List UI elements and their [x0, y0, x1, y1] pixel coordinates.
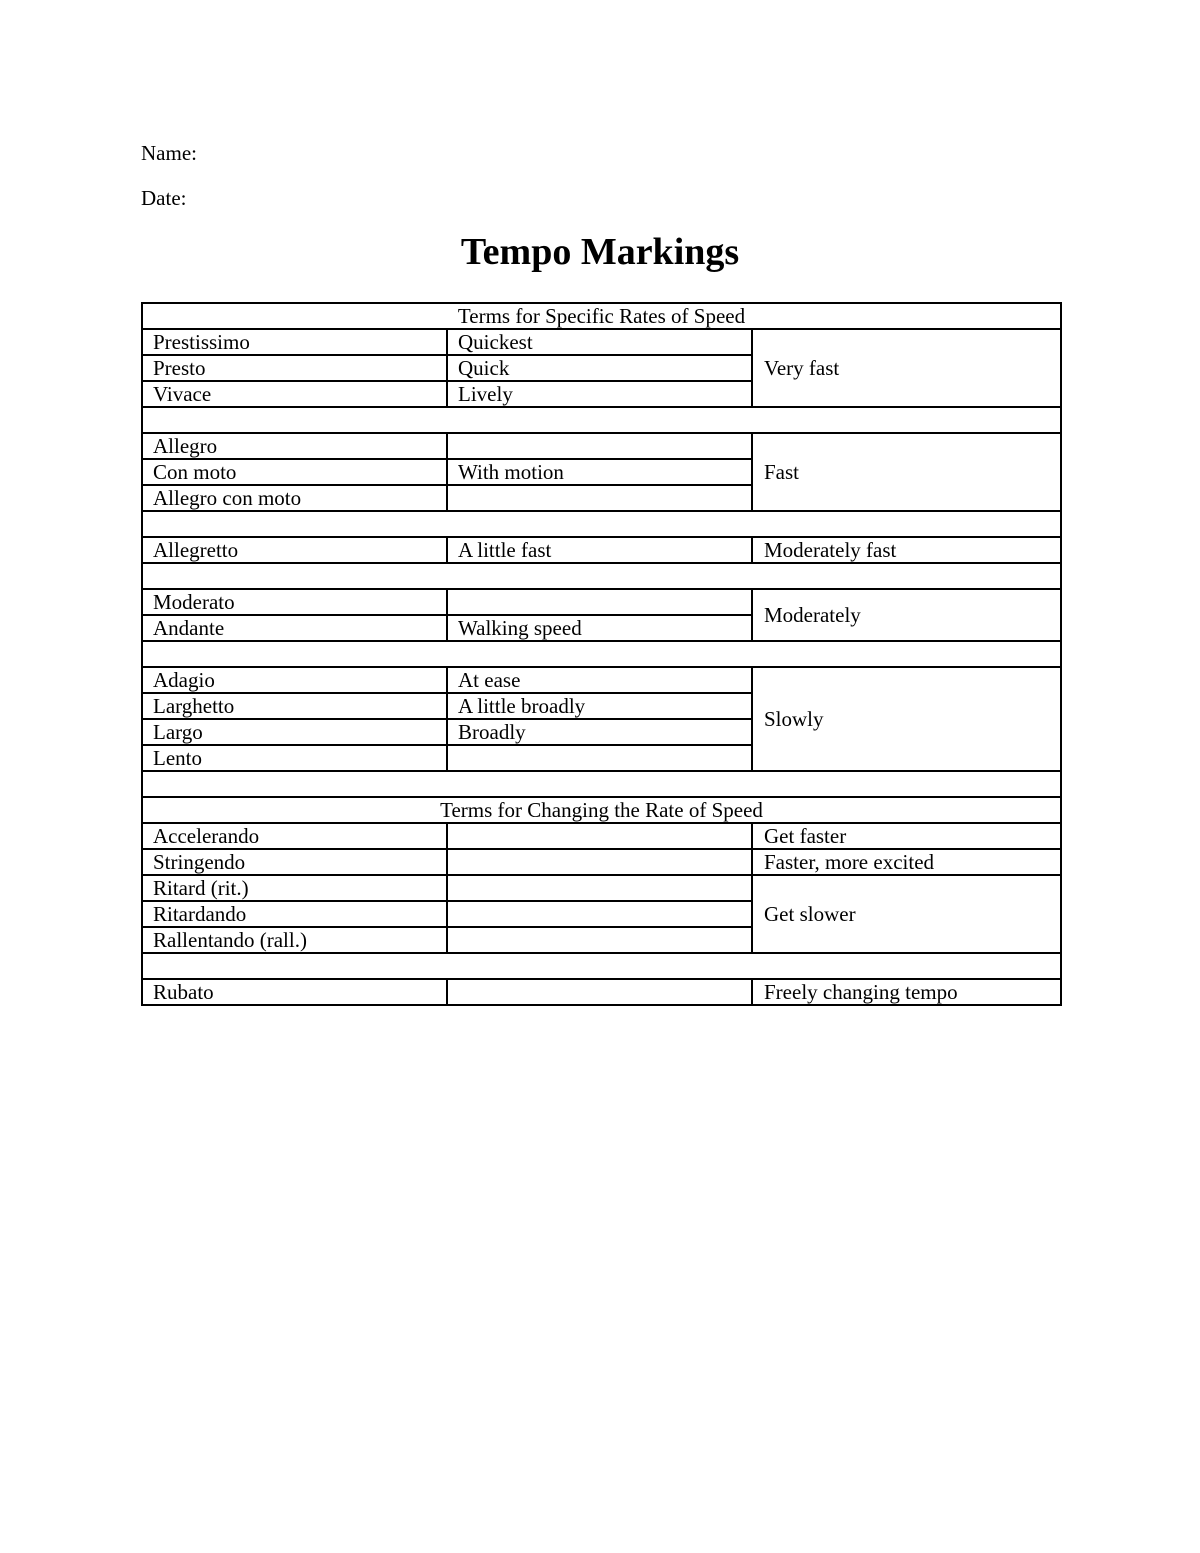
meaning-cell: A little fast — [447, 537, 752, 563]
date-label: Date: — [141, 186, 187, 210]
term-cell: Andante — [142, 615, 447, 641]
term-cell: Accelerando — [142, 823, 447, 849]
term-cell: Adagio — [142, 667, 447, 693]
category-cell: Get faster — [752, 823, 1061, 849]
meaning-cell — [447, 979, 752, 1005]
category-cell: Moderately fast — [752, 537, 1061, 563]
meaning-cell: Broadly — [447, 719, 752, 745]
category-cell: Very fast — [752, 329, 1061, 407]
term-cell: Lento — [142, 745, 447, 771]
category-cell: Faster, more excited — [752, 849, 1061, 875]
meaning-cell: At ease — [447, 667, 752, 693]
term-cell: Allegretto — [142, 537, 447, 563]
meaning-cell — [447, 823, 752, 849]
spacer-cell — [142, 511, 1061, 537]
table-row — [142, 433, 1061, 459]
spacer-row — [142, 771, 1061, 797]
section-heading-specific: Terms for Specific Rates of Speed — [142, 303, 1061, 329]
term-cell: Rallentando (rall.) — [142, 927, 447, 953]
table-row — [142, 537, 1061, 563]
term-cell: Larghetto — [142, 693, 447, 719]
table-row — [142, 589, 1061, 615]
meaning-cell: A little broadly — [447, 693, 752, 719]
spacer-cell — [142, 953, 1061, 979]
term-cell: Con moto — [142, 459, 447, 485]
page-title: Tempo Markings — [460, 231, 740, 273]
meaning-cell — [447, 745, 752, 771]
category-cell: Slowly — [752, 667, 1061, 771]
meaning-cell: Lively — [447, 381, 752, 407]
spacer-cell — [142, 563, 1061, 589]
meaning-cell — [447, 589, 752, 615]
meaning-cell — [447, 875, 752, 901]
meaning-cell: Quick — [447, 355, 752, 381]
table-section-header — [142, 303, 1061, 329]
section-heading-changing: Terms for Changing the Rate of Speed — [142, 797, 1061, 823]
meaning-cell: With motion — [447, 459, 752, 485]
table-row — [142, 979, 1061, 1005]
spacer-cell — [142, 641, 1061, 667]
meaning-cell: Walking speed — [447, 615, 752, 641]
tempo-table — [141, 302, 1062, 1006]
category-cell: Moderately — [752, 589, 1061, 641]
spacer-cell — [142, 771, 1061, 797]
term-cell: Rubato — [142, 979, 447, 1005]
meaning-cell — [447, 849, 752, 875]
term-cell: Moderato — [142, 589, 447, 615]
table-row — [142, 823, 1061, 849]
spacer-row — [142, 407, 1061, 433]
table-row — [142, 849, 1061, 875]
spacer-row — [142, 511, 1061, 537]
term-cell: Largo — [142, 719, 447, 745]
name-label: Name: — [141, 141, 197, 165]
meaning-cell — [447, 901, 752, 927]
term-cell: Stringendo — [142, 849, 447, 875]
category-cell: Get slower — [752, 875, 1061, 953]
spacer-cell — [142, 407, 1061, 433]
category-cell: Fast — [752, 433, 1061, 511]
table-section-header — [142, 797, 1061, 823]
term-cell: Vivace — [142, 381, 447, 407]
spacer-row — [142, 563, 1061, 589]
spacer-row — [142, 953, 1061, 979]
term-cell: Ritard (rit.) — [142, 875, 447, 901]
term-cell: Ritardando — [142, 901, 447, 927]
term-cell: Allegro con moto — [142, 485, 447, 511]
spacer-row — [142, 641, 1061, 667]
term-cell: Presto — [142, 355, 447, 381]
meaning-cell — [447, 433, 752, 459]
meaning-cell — [447, 485, 752, 511]
term-cell: Allegro — [142, 433, 447, 459]
category-cell: Freely changing tempo — [752, 979, 1061, 1005]
meaning-cell: Quickest — [447, 329, 752, 355]
term-cell: Prestissimo — [142, 329, 447, 355]
meaning-cell — [447, 927, 752, 953]
table-row — [142, 329, 1061, 355]
table-row — [142, 875, 1061, 901]
table-row — [142, 667, 1061, 693]
